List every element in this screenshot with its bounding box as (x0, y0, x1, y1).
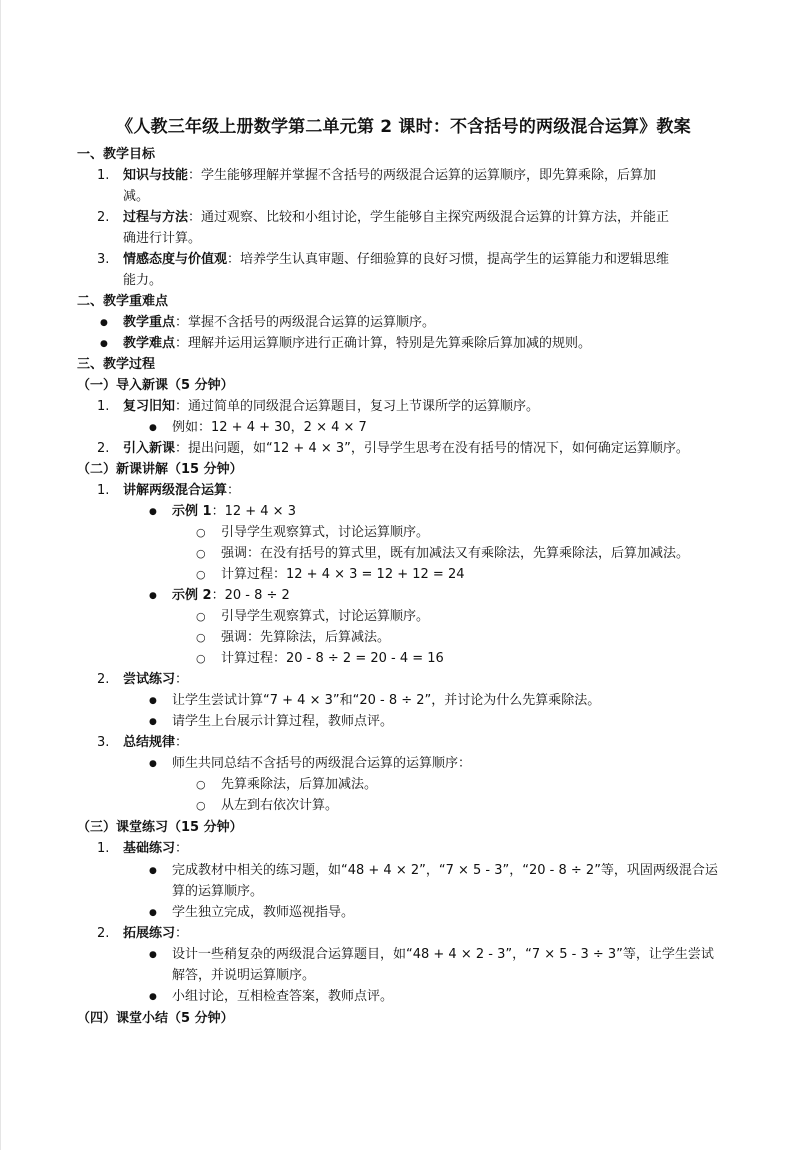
circle-bullet-icon: ○ (196, 652, 206, 665)
objective-item-2-cont: 确进行计算。 (123, 231, 202, 246)
objective-item-1 (97, 165, 109, 186)
intro-item-1 (123, 396, 539, 417)
subsection-heading-practice: （三）课堂练习（15 分钟） (77, 820, 243, 835)
item-text: ：通过简单的同级混合运算题目，复习上节课所学的运算顺序。 (175, 399, 540, 414)
bullet-icon: ● (149, 950, 157, 960)
example-text: ：20 - 8 ÷ 2 (211, 588, 290, 603)
item-text: ： (175, 841, 189, 856)
item-number: 1. (97, 399, 110, 414)
objective-item-1-cont: 减。 (123, 189, 150, 204)
item-number: 1. (97, 168, 110, 183)
bullet-icon: ● (149, 992, 157, 1002)
item-text: ：提出问题，如“12 + 4 × 3”，引导学生思考在没有括号的情况下，如何确定运算顺序。 (175, 441, 689, 456)
item-label: 情感态度与价值观 (123, 252, 228, 267)
example-text: ：12 + 4 × 3 (211, 504, 296, 519)
key-point-item (123, 312, 435, 333)
item-number: 1. (97, 841, 110, 856)
item-label: 基础练习 (123, 841, 176, 856)
objective-item-3-cont: 能力。 (123, 273, 163, 288)
section-heading-process: 三、教学过程 (77, 357, 156, 372)
item-text: ： (175, 735, 189, 750)
subsection-heading-summary: （四）课堂小结（5 分钟） (77, 1011, 234, 1026)
item-number: 2. (97, 441, 110, 456)
example-label: 示例 2 (172, 588, 212, 603)
bullet-icon: ● (149, 507, 157, 517)
circle-bullet-icon: ○ (196, 631, 206, 644)
circle-bullet-icon: ○ (196, 778, 206, 791)
section-heading-key-points: 二、教学重难点 (77, 294, 169, 309)
subsection-heading-new-lesson: （二）新课讲解（15 分钟） (77, 462, 243, 477)
extended-practice-bullet-1-cont: 解答，并说明运算顺序。 (172, 968, 316, 983)
item-label: 过程与方法 (123, 210, 189, 225)
item-number: 3. (97, 735, 110, 750)
bullet-icon: ● (100, 318, 108, 328)
objective-item-3-text (123, 249, 669, 270)
example-2-sub-2: 强调：先算除法，后算减法。 (221, 630, 391, 645)
basic-practice-bullet-2: 学生独立完成，教师巡视指导。 (172, 905, 355, 920)
item-label: 教学难点 (123, 336, 176, 351)
item-text: ：理解并运用运算顺序进行正确计算，特别是先算乘除后算加减的规则。 (175, 336, 592, 351)
bullet-icon: ● (149, 696, 157, 706)
item-label: 尝试练习 (123, 672, 176, 687)
practice-bullet-2: 请学生上台展示计算过程，教师点评。 (172, 714, 394, 729)
bullet-icon: ● (149, 908, 157, 918)
item-text: ：通过观察、比较和小组讨论，学生能够自主探究两级混合运算的计算方法，并能正 (188, 210, 670, 225)
item-text: ：掌握不含括号的两级混合运算的运算顺序。 (175, 315, 436, 330)
section-heading-objectives: 一、教学目标 (77, 147, 156, 162)
rule-2: 从左到右依次计算。 (221, 798, 339, 813)
bullet-icon: ● (149, 591, 157, 601)
item-number: 2. (97, 210, 110, 225)
basic-practice-bullet-1: 完成教材中相关的练习题，如“48 + 4 × 2”，“7 × 5 - 3”，“20 - 8 ÷ 2”等，巩固两级混合运 (172, 863, 718, 878)
lesson-item-3 (123, 732, 188, 753)
example-1-sub-3: 计算过程：12 + 4 × 3 = 12 + 12 = 24 (221, 567, 465, 582)
lesson-item-2 (123, 669, 188, 690)
intro-example: 例如：12 + 4 + 30，2 × 4 × 7 (172, 420, 367, 435)
difficulty-item (123, 333, 591, 354)
bullet-icon: ● (149, 866, 157, 876)
intro-item-2 (123, 438, 689, 459)
circle-bullet-icon: ○ (196, 547, 206, 560)
item-label: 引入新课 (123, 441, 176, 456)
item-number: 3. (97, 252, 110, 267)
circle-bullet-icon: ○ (196, 568, 206, 581)
objective-item-1-text (123, 165, 656, 186)
extended-practice-bullet-1: 设计一些稍复杂的两级混合运算题目，如“48 + 4 × 2 - 3”，“7 × 5 - 3 ÷ 3”等，让学生尝试 (172, 947, 714, 962)
bullet-icon: ● (149, 759, 157, 769)
example-label: 示例 1 (172, 504, 212, 519)
item-text: ：学生能够理解并掌握不含括号的两级混合运算的运算顺序，即先算乘除，后算加 (188, 168, 657, 183)
item-label: 讲解两级混合运算 (123, 483, 228, 498)
objective-item-2-text (123, 207, 669, 228)
basic-practice-bullet-1-cont: 算的运算顺序。 (172, 884, 264, 899)
rule-1: 先算乘除法，后算加减法。 (221, 777, 378, 792)
practice-item-1 (123, 838, 188, 859)
item-number: 1. (97, 483, 110, 498)
item-label: 知识与技能 (123, 168, 189, 183)
example-1-sub-1: 引导学生观察算式，讨论运算顺序。 (221, 525, 430, 540)
practice-bullet-1: 让学生尝试计算“7 + 4 × 3”和“20 - 8 ÷ 2”，并讨论为什么先算乘除法。 (172, 693, 601, 708)
item-label: 复习旧知 (123, 399, 176, 414)
item-text: ：培养学生认真审题、仔细验算的良好习惯，提高学生的运算能力和逻辑思维 (227, 252, 670, 267)
circle-bullet-icon: ○ (196, 610, 206, 623)
example-1 (172, 501, 296, 522)
extended-practice-bullet-2: 小组讨论，互相检查答案，教师点评。 (172, 989, 394, 1004)
summary-bullet: 师生共同总结不含括号的两级混合运算的运算顺序： (172, 756, 472, 771)
item-number: 2. (97, 672, 110, 687)
subsection-heading-intro: （一）导入新课（5 分钟） (77, 378, 234, 393)
lesson-item-1 (123, 480, 240, 501)
example-2 (172, 585, 290, 606)
item-text: ： (227, 483, 241, 498)
example-2-sub-1: 引导学生观察算式，讨论运算顺序。 (221, 609, 430, 624)
item-label: 教学重点 (123, 315, 176, 330)
item-label: 总结规律 (123, 735, 176, 750)
bullet-icon: ● (100, 339, 108, 349)
item-text: ： (175, 672, 189, 687)
bullet-icon: ● (149, 717, 157, 727)
practice-item-2 (123, 923, 188, 944)
circle-bullet-icon: ○ (196, 526, 206, 539)
item-text: ： (175, 926, 189, 941)
item-label: 拓展练习 (123, 926, 176, 941)
example-1-sub-2: 强调：在没有括号的算式里，既有加减法又有乘除法，先算乘除法，后算加减法。 (221, 546, 690, 561)
document-title: 《人教三年级上册数学第二单元第 2 课时：不含括号的两级混合运算》教案 (116, 117, 691, 137)
example-2-sub-3: 计算过程：20 - 8 ÷ 2 = 20 - 4 = 16 (221, 651, 444, 666)
circle-bullet-icon: ○ (196, 799, 206, 812)
item-number: 2. (97, 926, 110, 941)
bullet-icon: ● (149, 423, 157, 433)
